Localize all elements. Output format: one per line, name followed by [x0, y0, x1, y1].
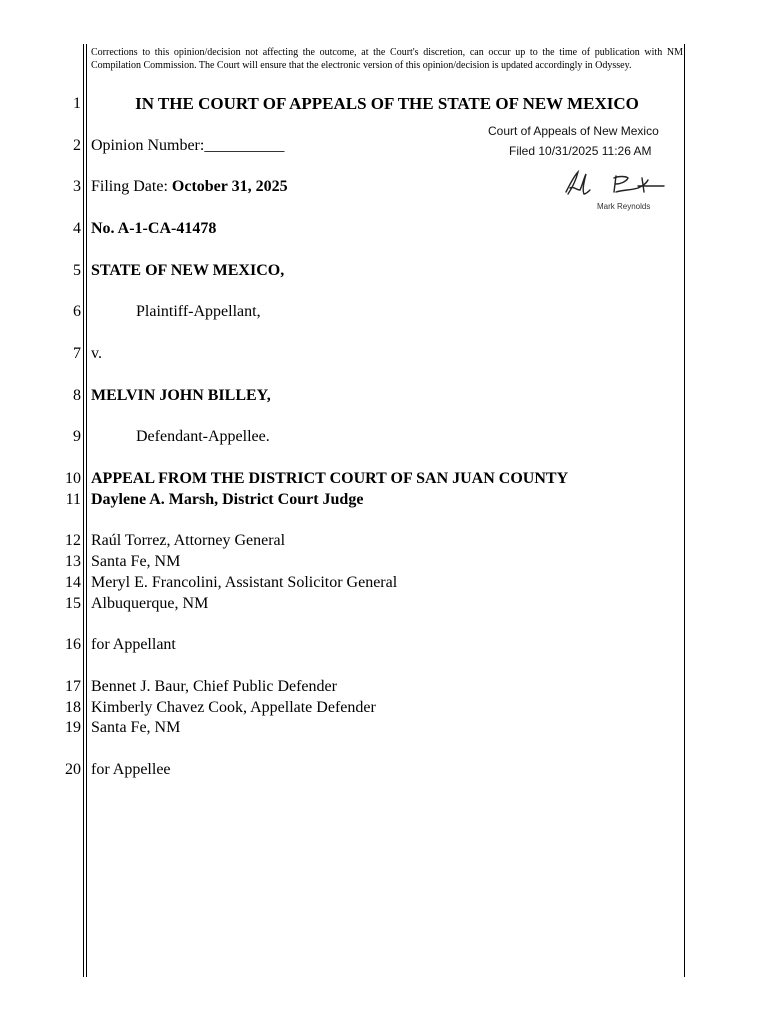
signer-name: Mark Reynolds	[597, 202, 651, 211]
line-number: 3	[73, 178, 81, 195]
line-number: 13	[65, 553, 81, 570]
docket-number: No. A-1-CA-41478	[91, 220, 217, 237]
court-title: IN THE COURT OF APPEALS OF THE STATE OF NEW MEXICO	[135, 94, 639, 113]
line-number: 18	[65, 699, 81, 716]
line-number: 9	[73, 428, 81, 445]
counsel-line: Santa Fe, NM	[91, 553, 181, 570]
counsel-line: Raúl Torrez, Attorney General	[91, 532, 286, 549]
filing-stamp-court: Court of Appeals of New Mexico	[488, 124, 659, 138]
defendant-role: Defendant-Appellee.	[136, 428, 270, 445]
signature-image	[556, 166, 668, 202]
district-judge: Daylene A. Marsh, District Court Judge	[91, 491, 364, 508]
counsel-line: Kimberly Chavez Cook, Appellate Defender	[91, 699, 376, 716]
for-appellant: for Appellant	[91, 636, 176, 653]
line-number: 1	[73, 95, 81, 112]
line-number: 10	[65, 470, 81, 487]
counsel-line: Bennet J. Baur, Chief Public Defender	[91, 678, 337, 695]
filing-stamp-datetime: Filed 10/31/2025 11:26 AM	[509, 144, 652, 158]
plaintiff-role: Plaintiff-Appellant,	[136, 303, 261, 320]
filing-date-value: October 31, 2025	[171, 178, 288, 195]
appeal-from: APPEAL FROM THE DISTRICT COURT OF SAN JUAN COUNTY	[91, 470, 569, 487]
corrections-notice: Corrections to this opinion/decision not affecting the outcome, at the Court's discretion, can occur up to the time of publication with NM Compilation Commission. The Court will ensure that the electronic version of this opinion/decision is updated accordingly in Odyssey.	[91, 47, 683, 71]
line-number: 19	[65, 719, 81, 736]
versus: v.	[91, 345, 102, 362]
line-number: 12	[65, 532, 81, 549]
for-appellee: for Appellee	[91, 761, 171, 778]
line-number: 17	[65, 678, 81, 695]
counsel-line: Meryl E. Francolini, Assistant Solicitor General	[91, 574, 398, 591]
line-number: 11	[65, 491, 81, 508]
line-number: 8	[73, 387, 81, 404]
line-number: 20	[65, 761, 81, 778]
filing-date-label: Filing Date:	[91, 178, 172, 195]
counsel-line: Santa Fe, NM	[91, 719, 181, 736]
line-number: 4	[73, 220, 81, 237]
filing-date	[91, 177, 288, 197]
defendant-name: MELVIN JOHN BILLEY,	[91, 387, 271, 404]
line-number: 16	[65, 636, 81, 653]
line-number: 15	[65, 595, 81, 612]
opinion-number: Opinion Number:__________	[91, 137, 285, 154]
line-number: 2	[73, 137, 81, 154]
margin-rule-right	[684, 44, 685, 977]
plaintiff-name: STATE OF NEW MEXICO,	[91, 262, 285, 279]
line-number: 7	[73, 345, 81, 362]
counsel-line: Albuquerque, NM	[91, 595, 209, 612]
margin-rule-left	[83, 44, 84, 977]
line-number: 6	[73, 303, 81, 320]
line-number: 5	[73, 262, 81, 279]
margin-rule-left-inner	[86, 44, 87, 977]
line-number: 14	[65, 574, 81, 591]
